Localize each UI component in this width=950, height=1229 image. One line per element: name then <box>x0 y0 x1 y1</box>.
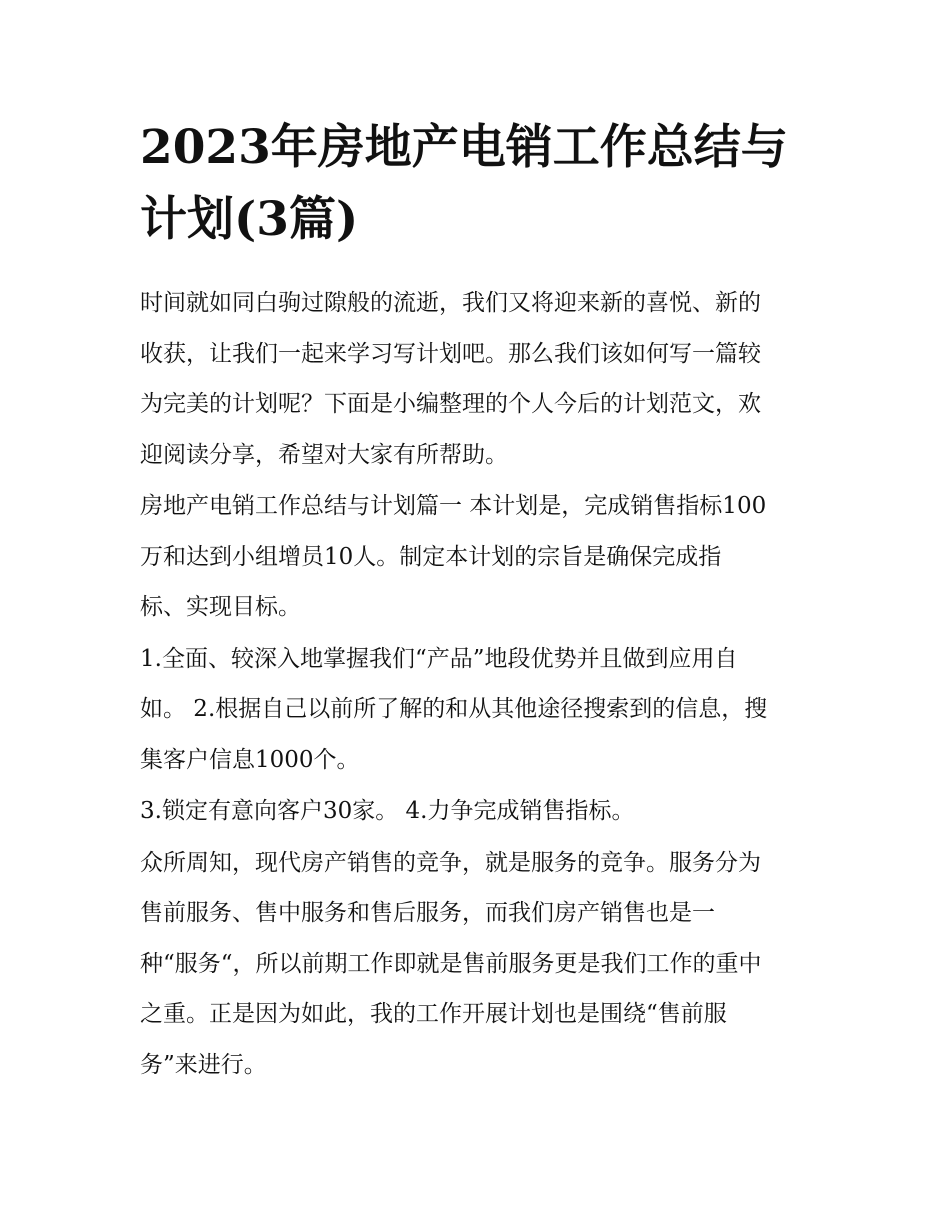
text-line: 时间就如同白驹过隙般的流逝，我们又将迎来新的喜悦、新的 <box>140 290 761 316</box>
text-line: 售前服务、售中服务和售后服务，而我们房产销售也是一 <box>140 900 715 926</box>
text-line: 标、实现目标。 <box>140 594 301 620</box>
title-line-1: 2023年房地产电销工作总结与 <box>140 120 788 175</box>
text-line: 房地产电销工作总结与计划篇一 本计划是，完成销售指标100 <box>140 493 767 519</box>
text-line: 1.全面、较深入地掌握我们“产品”地段优势并且做到应用自 <box>140 645 738 672</box>
paragraph-items-1-2 <box>140 634 815 786</box>
text-line: 集客户信息1000个。 <box>140 746 360 773</box>
text-line: 万和达到小组增员10人。制定本计划的宗旨是确保完成指 <box>140 543 722 570</box>
text-line: 众所周知，现代房产销售的竞争，就是服务的竞争。服务分为 <box>140 849 761 876</box>
paragraph-items-3-4 <box>140 786 815 837</box>
paragraph-plan-one <box>140 481 815 633</box>
text-line: 为完美的计划呢？下面是小编整理的个人今后的计划范文，欢 <box>140 391 761 417</box>
text-line: 之重。正是因为如此，我的工作开展计划也是围绕“售前服 <box>140 1001 727 1027</box>
text-line: 务”来进行。 <box>140 1051 267 1078</box>
title-line-2: 计划(3篇) <box>140 192 359 247</box>
text-line: 如。 2.根据自己以前所了解的和从其他途径搜索到的信息，搜 <box>140 696 768 722</box>
text-line: 迎阅读分享，希望对大家有所帮助。 <box>140 441 508 468</box>
text-line: 收获，让我们一起来学习写计划吧。那么我们该如何写一篇较 <box>140 340 761 367</box>
text-line: 3.锁定有意向客户30家。 4.力争完成销售指标。 <box>140 798 635 824</box>
text-line: 种“服务“，所以前期工作即就是售前服务更是我们工作的重中 <box>140 950 762 977</box>
document-title <box>140 112 815 256</box>
document-page <box>140 112 815 1091</box>
paragraph-service <box>140 838 815 1091</box>
paragraph-intro <box>140 278 815 480</box>
